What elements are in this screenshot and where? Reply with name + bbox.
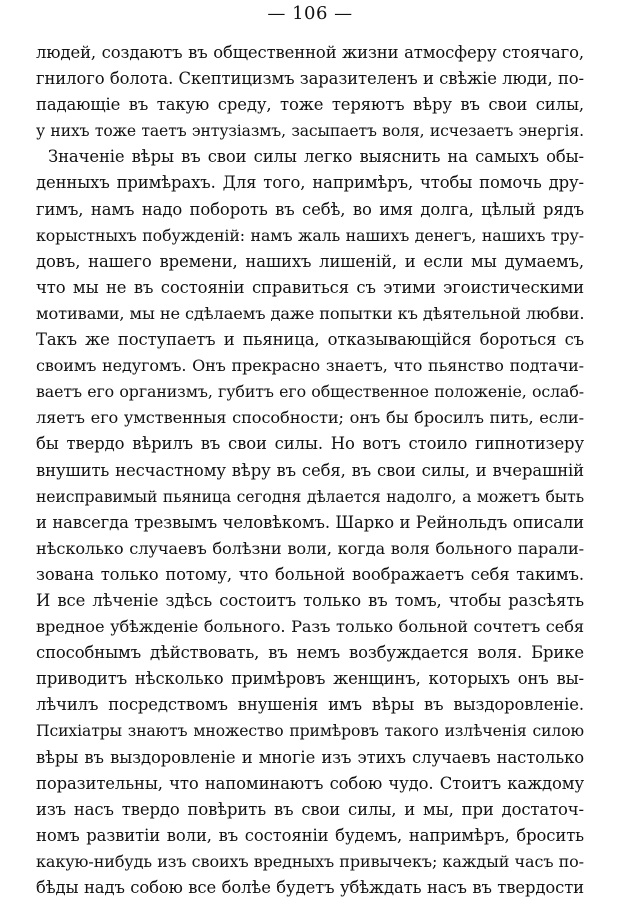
text-line: Значеніе вѣры въ свои силы легко выяснить на самыхъ обы- xyxy=(48,147,584,167)
text-line: бѣды надъ собою все болѣе будетъ убѣждать насъ въ твердости xyxy=(36,878,584,897)
text-line: вредное убѣжденіе больного. Разъ только больной сочтетъ себя xyxy=(36,617,584,637)
text-line: довъ, нашего времени, нашихъ лишеній, и если мы думаемъ, xyxy=(36,251,584,271)
text-line: у нихъ тоже таетъ энтузіазмъ, засыпаетъ воля, исчезаетъ энергія. xyxy=(36,122,584,141)
text-line: приводитъ нѣсколько примѣровъ женщинъ, которыхъ онъ вы- xyxy=(36,669,584,689)
text-line: зована только потому, что больной воображаетъ себя такимъ. xyxy=(36,564,584,584)
text-line: что мы не въ состояніи справиться съ этими эгоистическими xyxy=(36,277,584,297)
text-line: бы твердо вѣрилъ въ свои силы. Но вотъ стоило гипнотизеру xyxy=(36,434,584,454)
text-line: падающіе въ такую среду, тоже теряютъ вѣру въ свои силы, xyxy=(36,95,584,115)
text-line: вѣры въ выздоровленіе и многіе изъ этихъ случаевъ настолько xyxy=(36,747,584,767)
text-line: лѣчилъ посредствомъ внушенія имъ вѣры въ выздоровленіе. xyxy=(36,695,584,715)
text-line: ваетъ его организмъ, губитъ его общественное положеніе, ослаб- xyxy=(36,382,584,402)
text-line: ляетъ его умственныя способности; онъ бы бросилъ пить, если- xyxy=(36,408,584,428)
text-line: мотивами, мы не сдѣлаемъ даже попытки къ дѣятельной любви. xyxy=(36,303,585,323)
text-line: Психіатры знаютъ множество примѣровъ такого излѣченія силою xyxy=(36,722,584,741)
text-line: корыстныхъ побужденій: намъ жаль нашихъ денегъ, нашихъ тру- xyxy=(36,225,584,245)
text-line: способнымъ дѣйствовать, въ немъ возбуждается воля. Брике xyxy=(36,643,584,663)
text-line: своимъ недугомъ. Онъ прекрасно знаетъ, что пьянство подтачи- xyxy=(36,356,584,376)
text-line: номъ развитіи воли, въ состояніи будемъ, напримѣръ, бросить xyxy=(36,825,584,845)
text-line: изъ насъ твердо повѣрить въ свои силы, и мы, при достаточ- xyxy=(36,799,584,819)
body-text xyxy=(36,40,584,901)
text-line: людей, создаютъ въ общественной жизни атмосферу стоячаго, xyxy=(36,43,584,62)
text-line: поразительны, что напоминаютъ собою чудо. Стоитъ каждому xyxy=(36,773,584,793)
page-number: — 106 — xyxy=(267,3,353,24)
text-line: какую-нибудь изъ своихъ вредныхъ привычекъ; каждый часъ по- xyxy=(36,851,584,871)
text-line: внушить несчастному вѣру въ себя, въ свои силы, и вчерашній xyxy=(36,460,584,480)
text-line: гимъ, намъ надо побороть въ себѣ, во имя долга, цѣлый рядъ xyxy=(36,199,584,219)
text-line: денныхъ примѣрахъ. Для того, напримѣръ, чтобы помочь дру- xyxy=(36,173,584,193)
text-line: Такъ же поступаетъ и пьяница, отказывающійся бороться съ xyxy=(36,330,584,350)
text-line: нѣсколько случаевъ болѣзни воли, когда воля больного парали- xyxy=(36,538,584,558)
text-line: и навсегда трезвымъ человѣкомъ. Шарко и Рейнольдъ описали xyxy=(36,512,584,532)
text-line: И все лѣченіе здѣсь состоитъ только въ томъ, чтобы разсѣять xyxy=(36,590,584,610)
text-line: неисправимый пьяница сегодня дѣлается надолго, а можетъ быть xyxy=(36,487,584,506)
text-line: гнилого болота. Скептицизмъ заразителенъ и свѣжіе люди, по- xyxy=(36,69,584,89)
